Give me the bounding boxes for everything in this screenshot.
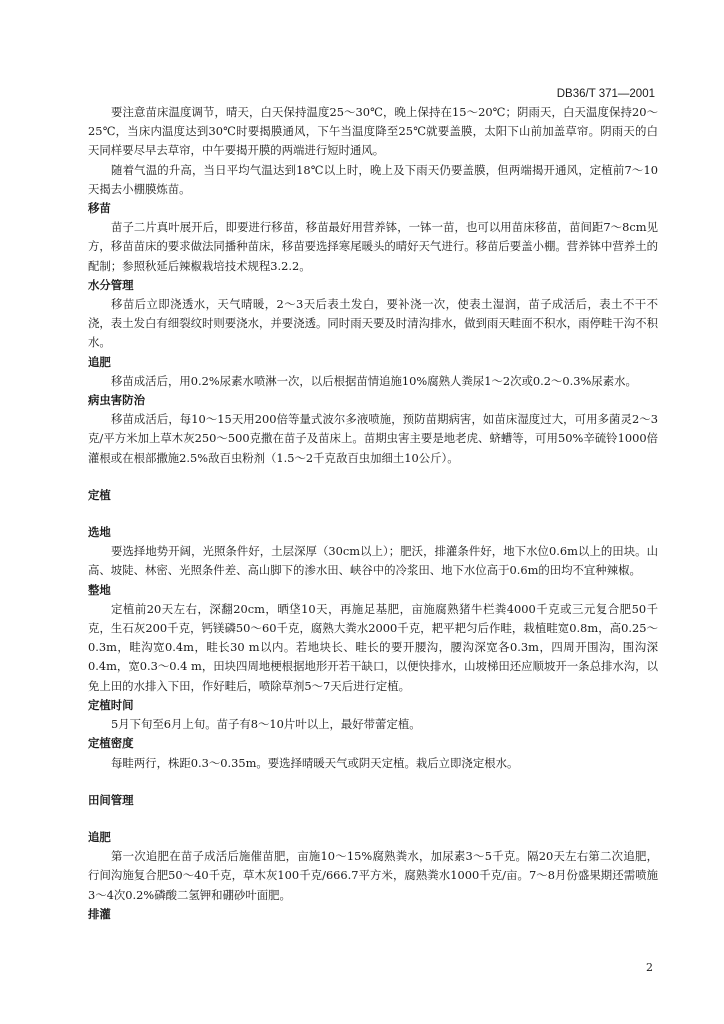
paragraph: 要注意苗床温度调节，晴天，白天保持温度25～30℃，晚上保持在15～20℃；阴雨天，白天温度保持20～25℃，当床内温度达到30℃时要揭膜通风，下午当温度降至25℃就要盖膜，太阳下山前加盖草帘。阴雨天的白天同样要尽早去草帘，中午要揭开膜的两端进行短时通风。 xyxy=(88,105,658,158)
chapter-heading: 田间管理 xyxy=(88,792,134,807)
paragraph: 每畦两行，株距0.3～0.35m。要选择晴暖天气或阴天定植。栽后立即浇定根水。 xyxy=(111,755,519,770)
paragraph: 定植前20天左右，深翻20cm，晒垡10天，再施足基肥，亩施腐熟猪牛栏粪4000千克或三元复合肥50千克，生石灰200千克，钙镁磷50～60千克，腐熟大粪水2000千克，耙平耙匀后作畦，栽植畦宽0.8m，高0.25～0.3m，畦沟宽0.4m，畦长30 m以内。若地块长、畦长的要开腰沟，腰沟深宽各0.3m，四周开围沟，围沟深0.4m，宽0.3～0.4 m，田块四周地梗根据地形开若干缺口，以便快排水，山坡梯田还应顺坡开一条总排水沟，以免上田的水排入下田，作好畦后，喷除草剂5～7天后进行定植。 xyxy=(88,601,658,693)
section-heading: 追肥 xyxy=(88,354,111,369)
section-heading: 移苗 xyxy=(88,201,111,216)
chapter-heading: 定植 xyxy=(88,487,111,502)
paragraph: 移苗成活后，用0.2%尿素水喷淋一次，以后根据苗情追施10%腐熟人粪尿1～2次或0.2～0.3%尿素水。 xyxy=(111,373,637,388)
section-heading: 水分管理 xyxy=(88,277,134,292)
section-heading: 整地 xyxy=(88,582,111,597)
paragraph: 要选择地势开阔，光照条件好，土层深厚（30cm以上）；肥沃，排灌条件好，地下水位0.6m以上的田块。山高、坡陡、林密、光照条件差、高山脚下的渗水田、峡谷中的冷浆田、地下水位高于0.6m的田均不宜种辣椒。 xyxy=(88,544,658,578)
document-number: DB36/T 371—2001 xyxy=(556,88,655,100)
paragraph: 随着气温的升高，当日平均气温达到18℃以上时，晚上及下雨天仍要盖膜，但两端揭开通风，定植前7～10天揭去小棚膜炼苗。 xyxy=(88,162,658,196)
section-heading: 排灌 xyxy=(88,906,111,921)
section-heading: 追肥 xyxy=(88,829,111,844)
paragraph: 苗子二片真叶展开后，即要进行移苗，移苗最好用营养钵，一钵一苗，也可以用苗床移苗，苗间距7～8cm见方，移苗苗床的要求做法同播种苗床，移苗要选择寒尾暖头的晴好天气进行。移苗后要盖小棚。营养钵中营养土的配制；参照秋延后辣椒栽培技术规程3.2.2。 xyxy=(88,220,658,273)
paragraph: 5月下旬至6月上旬。苗子有8～10片叶以上，最好带蕾定植。 xyxy=(111,717,421,732)
section-heading: 病虫害防治 xyxy=(88,393,145,408)
section-heading: 选地 xyxy=(88,525,111,540)
section-heading: 定植时间 xyxy=(88,697,134,712)
paragraph: 移苗后立即浇透水，天气晴暖，2～3天后表土发白，要补浇一次，使表土湿润，苗子成活后，表土不干不浇，表土发白有细裂纹时则要浇水，并要浇透。同时雨天要及时清沟排水，做到雨天畦面不积水，雨停畦干沟不积水。 xyxy=(88,297,658,350)
section-heading: 定植密度 xyxy=(88,736,134,751)
paragraph: 移苗成活后，每10～15天用200倍等量式波尔多液喷施，预防苗期病害，如苗床湿度过大，可用多菌灵2～3克/平方米加上草木灰250～500克撒在苗子及苗床上。苗期虫害主要是地老虎、蛴螬等，可用50%辛硫铃1000倍灌根或在根部撒施2.5%敌百虫粉剂（1.5～2千克敌百虫加细土10公斤）。 xyxy=(88,412,658,465)
document-body xyxy=(88,103,658,924)
paragraph: 第一次追肥在苗子成活后施催苗肥，亩施10～15%腐熟粪水，加尿素3～5千克。隔20天左右第二次追肥，行间沟施复合肥50～40千克，草木灰100千克/666.7平方米，腐熟粪水1000千克/亩。7～8月份盛果期还需喷施3～4次0.2%磷酸二氢钾和硼砂叶面肥。 xyxy=(88,849,658,902)
page-number: 2 xyxy=(646,961,653,974)
